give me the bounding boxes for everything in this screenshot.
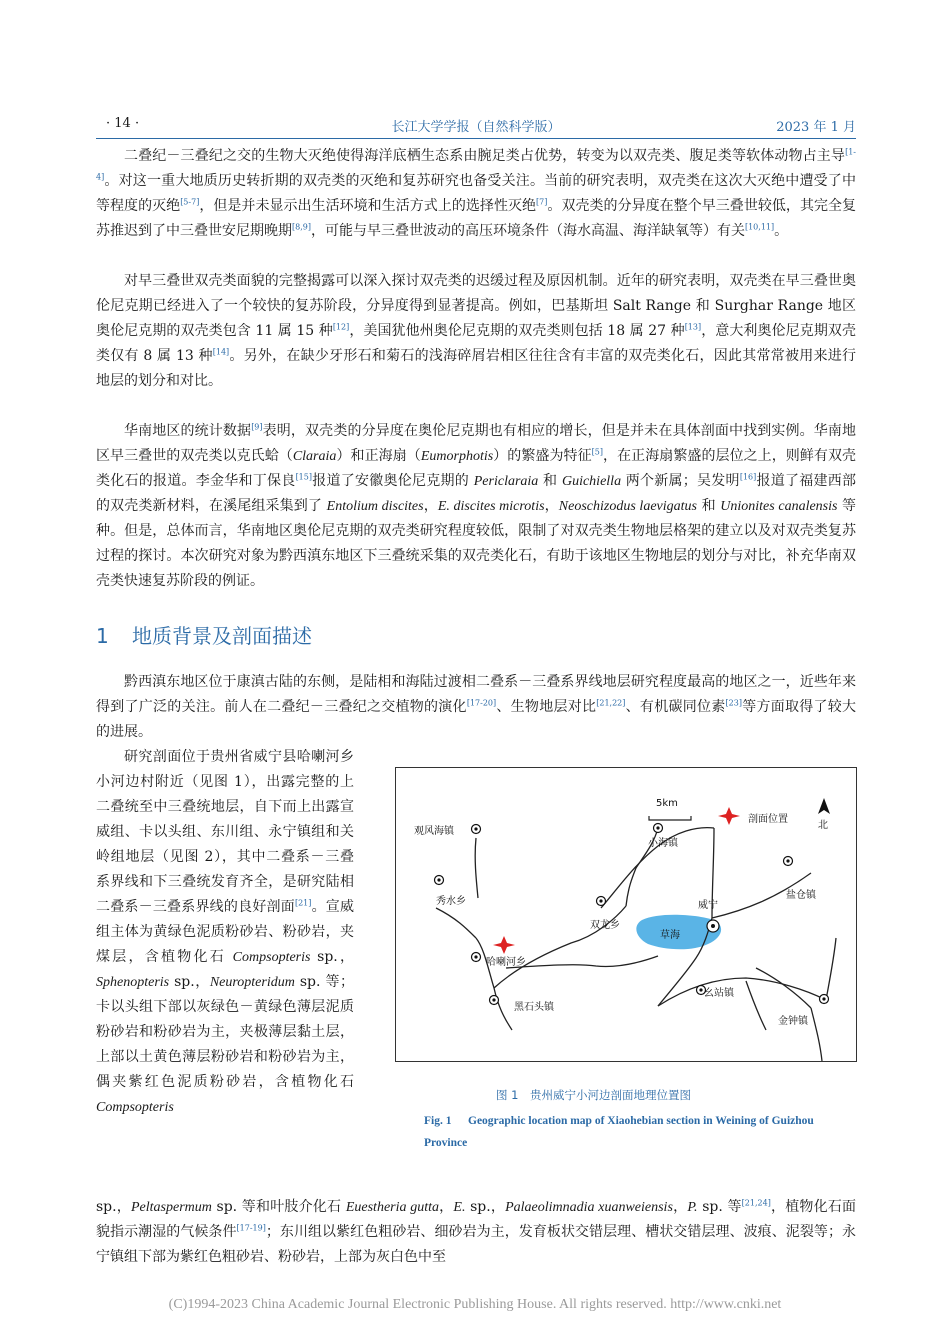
section-heading xyxy=(96,620,312,649)
issue-date: 2023 年 1 月 xyxy=(776,120,856,135)
north-arrow-icon xyxy=(818,798,830,814)
place-heishitou: 黑石头镇 xyxy=(514,1002,554,1013)
page-number: · 14 · xyxy=(106,116,140,131)
road xyxy=(658,978,826,1006)
section-title: 地质背景及剖面描述 xyxy=(132,624,312,648)
paragraph-5-left: 研究剖面位于贵州省威宁县哈喇河乡小河边村附近（见图 1），出露完整的上二叠统至中三叠统地层，自下而上出露宣威组、卡以头组、东川组、永宁镇组和关岭组地层（见图 2），其中二叠系－三叠系界线和下三叠统发育齐全，是研究陆相二叠系－三叠系界线的良好剖面[21]。宣威组主体为黄绿色泥质粉砂岩、粉砂岩，夹煤层，含植物化石 Compsopteris sp.，Sphenopteris sp.，Neuropteridum sp. 等；卡以头组下部以灰绿色－黄绿色薄层泥质粉砂岩和粉砂岩为主，夹极薄层黏土层，上部以土黄色薄层粉砂岩和粉砂岩为主，偶夹紫红色泥质粉砂岩，含植物化石 Compsopteris xyxy=(96,749,355,1115)
road xyxy=(436,908,476,938)
place-xiaohai: 小海镇 xyxy=(648,838,678,849)
road xyxy=(811,1008,822,1061)
place-guanfenghai: 观风海镇 xyxy=(414,826,454,837)
place-jinzhong: 金钟镇 xyxy=(778,1016,808,1027)
paragraph-3: 华南地区的统计数据[9]表明，双壳类的分异度在奥伦尼克期也有相应的增长，但是并未在具体剖面中找到实例。华南地区早三叠世的双壳类以克氏蛤（Claraia）和正海扇（Eumorphotis）的繁盛为特征[5]，在正海扇繁盛的层位之上，则鲜有双壳类化石的报道。李金华和丁保良[15]报道了安徽奥伦尼克期的 Periclaraia 和 Guichiella 两个新属；吴发明[16]报道了福建西部的双壳类新材料，在溪尾组采集到了 Entolium discites，E. discites microtis，Neoschizodus laevigatus 和 Unionites canalensis 等种。但是，总体而言，华南地区奥伦尼克期的双壳类研究程度较低，限制了对双壳类生物地层格架的建立以及对双壳类复苏过程的探讨。本次研究对象为黔西滇东地区下三叠统采集的双壳类化石，有助于该地区生物地层的划分与对比，补充华南双壳类快速复苏阶段的例证。 xyxy=(96,422,857,589)
place-xiushui: 秀水乡 xyxy=(436,896,466,907)
road xyxy=(476,938,512,1030)
place-halahe: 哈喇河乡 xyxy=(486,957,526,968)
figure-caption-cn: 图 1 贵州威宁小河边剖面地理位置图 xyxy=(496,1088,691,1102)
place-shuanglong: 双龙乡 xyxy=(590,920,620,931)
copyright-footer: (C)1994-2023 China Academic Journal Electronic Publishing House. All rights reserved. http://www.cnki.net xyxy=(168,1297,782,1312)
figure-caption-en xyxy=(424,1110,854,1154)
road xyxy=(826,938,836,1000)
running-header xyxy=(96,116,856,136)
location-map xyxy=(395,767,857,1062)
place-weining: 威宁 xyxy=(698,900,718,911)
scale-bar xyxy=(649,816,691,820)
legend-star-icon xyxy=(718,807,740,825)
road xyxy=(506,956,658,968)
road xyxy=(756,968,811,1008)
paragraph-1: 二叠纪－三叠纪之交的生物大灭绝使得海洋底栖生态系由腕足类占优势，转变为以双壳类、腹足类等软体动物占主导[1-4]。对这一重大地质历史转折期的双壳类的灭绝和复苏研究也备受关注。当前的研究表明，双壳类在这次大灭绝中遭受了中等程度的灭绝[5-7]，但是并未显示出生活环境和生活方式上的选择性灭绝[7]。双壳类的分异度在整个早三叠世较低，其完全复苏推迟到了中三叠世安尼期晚期[8,9]，可能与早三叠世波动的高压环境条件（海水高温、海洋缺氧等）有关[10,11]。 xyxy=(96,147,857,239)
journal-title: 长江大学学报（自然科学版） xyxy=(391,120,561,135)
road xyxy=(746,981,766,1030)
header-rule xyxy=(96,138,856,139)
road xyxy=(475,838,478,898)
figure-text-en: Geographic location map of Xiaohebian section in Weining of Guizhou Province xyxy=(424,1115,814,1149)
legend-label: 剖面位置 xyxy=(748,814,788,825)
place-caohai: 草海 xyxy=(660,930,680,941)
paragraph-4: 黔西滇东地区位于康滇古陆的东侧，是陆相和海陆过渡相二叠系－三叠系界线地层研究程度最高的地区之一，近些年来得到了广泛的关注。前人在二叠纪－三叠纪之交植物的演化[17-20]、生物地层对比[21,22]、有机碳同位素[23]等方面取得了较大的进展。 xyxy=(96,674,857,740)
paragraph-5-continued: sp.，Peltaspermum sp. 等和叶肢介化石 Euestheria gutta，E. sp.，Palaeolimnadia xuanweiensis，P. sp. 等[21,24]，植物化石面貌指示潮湿的气候条件[17-19]；东川组以紫红色粗砂岩、细砂岩为主，发育板状交错层理、槽状交错层理、波痕、泥裂等；永宁镇组下部为紫红色粗砂岩、粉砂岩，上部为灰白色中至 xyxy=(96,1198,857,1265)
section-star-icon xyxy=(493,936,515,954)
section-number: 1 xyxy=(96,624,109,648)
scale-label: 5km xyxy=(656,798,678,809)
place-yancang: 盐仓镇 xyxy=(786,890,816,901)
paragraph-2: 对早三叠世双壳类面貌的完整揭露可以深入探讨双壳类的迟缓过程及原因机制。近年的研究表明，双壳类在早三叠世奥伦尼克期已经进入了一个较快的复苏阶段，分异度得到显著提高。例如，巴基斯坦 Salt Range 和 Surghar Range 地区奥伦尼克期的双壳类包含 11 属 15 种[12]，美国犹他州奥伦尼克期的双壳类则包括 18 属 27 种[13]，意大利奥伦尼克期双壳类仅有 8 属 13 种[14]。另外，在缺少牙形石和菊石的浅海碎屑岩相区往往含有丰富的双壳类化石，因此其常常被用来进行地层的划分和对比。 xyxy=(96,273,857,389)
north-label: 北 xyxy=(818,820,828,831)
place-yaozhan: 幺站镇 xyxy=(704,988,734,999)
figure-label-en: Fig. 1 xyxy=(424,1115,452,1127)
